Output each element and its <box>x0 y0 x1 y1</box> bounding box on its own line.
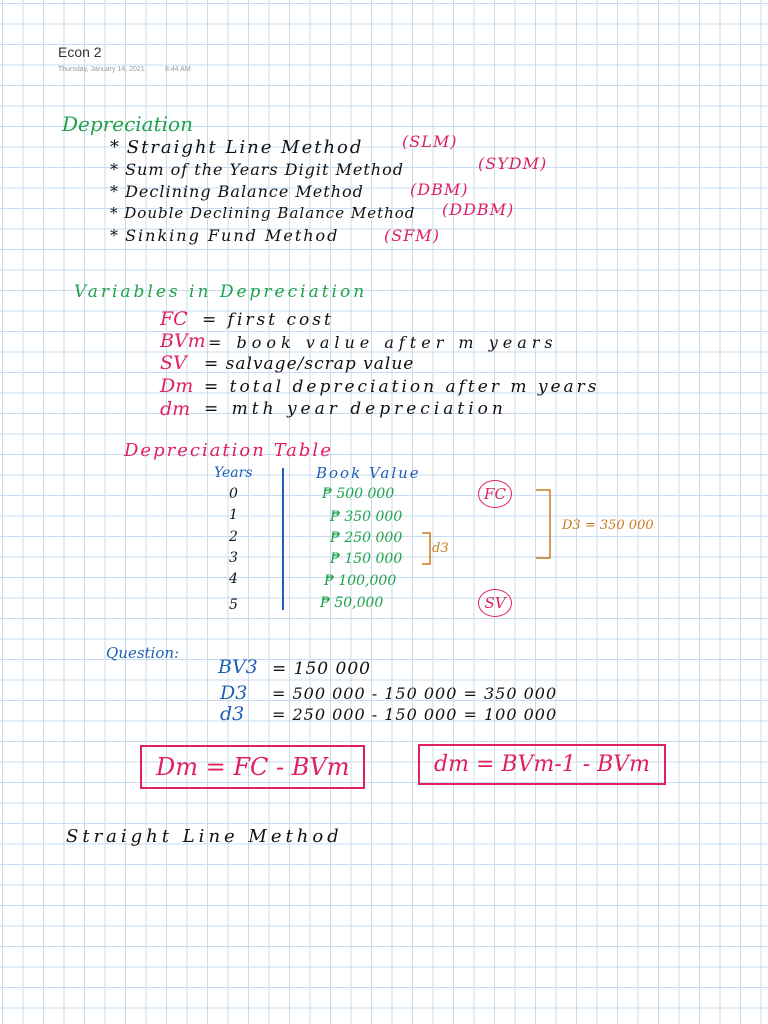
formula-box-dm: dm = BVm-1 - BVm <box>418 744 666 785</box>
method-item <box>110 160 404 179</box>
table-cell-year: 3 <box>229 550 238 566</box>
table-cell-value: ₱ 500 000 <box>322 486 395 502</box>
table-cell-year: 1 <box>229 507 238 523</box>
method-name: Declining Balance Method <box>125 182 364 201</box>
variable-definition: = total depreciation after m years <box>204 377 600 397</box>
question-rhs: = 150 000 <box>272 659 371 679</box>
question-lhs: d3 <box>220 703 245 725</box>
method-abbr: (DBM) <box>410 180 469 199</box>
method-name: Double Declining Balance Method <box>124 204 416 222</box>
question-lhs: D3 <box>220 682 248 704</box>
variable-symbol: dm <box>160 398 191 420</box>
variable-symbol: Dm <box>160 375 194 397</box>
method-item <box>110 204 415 222</box>
page-title: Econ 2 <box>58 44 102 60</box>
table-cell-value: ₱ 50,000 <box>320 595 384 611</box>
question-rhs: = 500 000 - 150 000 = 350 000 <box>272 684 558 703</box>
question-heading: Question: <box>106 644 180 662</box>
variable-definition: = first cost <box>202 310 334 330</box>
method-abbr: (DDBM) <box>442 200 515 219</box>
fc-circle-label: FC <box>478 480 512 508</box>
method-abbr: (SFM) <box>384 226 440 245</box>
d3-label: d3 <box>432 541 449 556</box>
method-bullet: * <box>110 137 120 158</box>
variable-definition: = mth year depreciation <box>204 399 507 419</box>
table-cell-value: ₱ 250 000 <box>330 530 403 546</box>
table-heading: Depreciation Table <box>124 440 333 461</box>
method-item <box>110 137 363 158</box>
table-cell-year: 2 <box>229 529 238 545</box>
section-heading-straight-line: Straight Line Method <box>66 826 343 847</box>
variable-symbol: SV <box>160 352 187 374</box>
table-divider <box>282 468 284 610</box>
sv-circle-label: SV <box>478 589 512 617</box>
method-abbr: (SYDM) <box>478 154 548 173</box>
formula-box-Dm: Dm = FC - BVm <box>140 745 365 789</box>
question-rhs: = 250 000 - 150 000 = 100 000 <box>272 705 558 724</box>
variables-heading: Variables in Depreciation <box>74 282 368 302</box>
column-years-header: Years <box>214 465 253 481</box>
table-cell-value: ₱ 150 000 <box>330 551 403 567</box>
method-name: Straight Line Method <box>126 137 364 158</box>
method-abbr: (SLM) <box>402 132 458 151</box>
method-bullet: * <box>110 226 119 245</box>
table-cell-value: ₱ 100,000 <box>324 573 397 589</box>
method-item <box>110 226 339 245</box>
page-date: Thursday, January 14, 2021 <box>58 66 145 73</box>
method-name: Sinking Fund Method <box>125 226 340 245</box>
table-cell-year: 5 <box>229 597 238 613</box>
variable-symbol: FC <box>160 308 188 330</box>
method-bullet: * <box>110 182 119 201</box>
table-cell-year: 0 <box>229 486 238 502</box>
page-time: 8:44 AM <box>165 66 191 73</box>
variable-symbol: BVm <box>160 330 206 352</box>
method-item <box>110 182 364 201</box>
method-bullet: * <box>110 204 119 222</box>
D3-label: D3 = 350 000 <box>562 518 654 533</box>
variable-definition: = book value after m years <box>208 333 558 352</box>
question-lhs: BV3 <box>218 656 258 678</box>
column-book-value-header: Book Value <box>316 464 421 482</box>
table-cell-value: ₱ 350 000 <box>330 509 403 525</box>
table-cell-year: 4 <box>229 571 238 587</box>
variable-definition: = salvage/scrap value <box>204 354 415 374</box>
method-name: Sum of the Years Digit Method <box>125 160 404 179</box>
methods-heading: Depreciation <box>62 112 193 136</box>
method-bullet: * <box>110 160 119 179</box>
